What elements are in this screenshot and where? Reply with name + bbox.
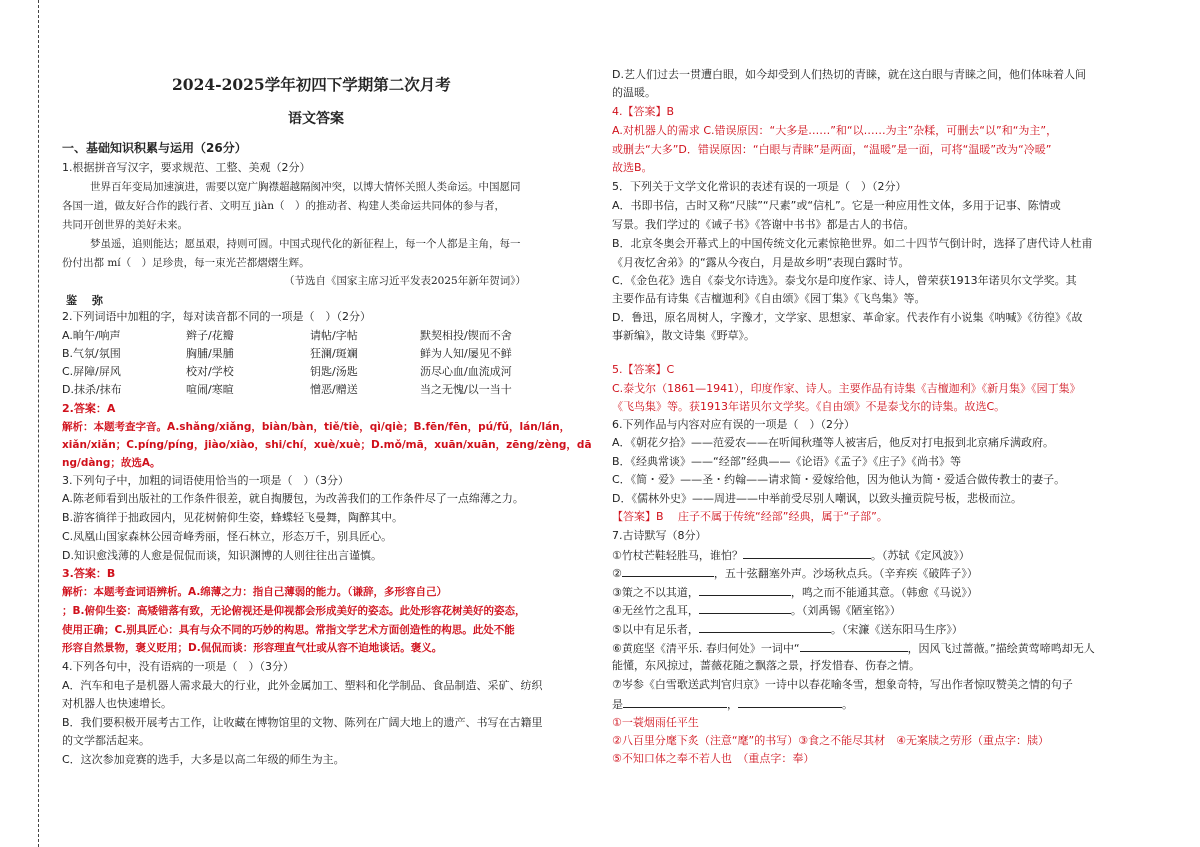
q3-analysis: 解析：本题考查词语辨析。A.绵薄之力：指自己薄弱的能力。（谦辞，多形容自己）: [62, 586, 448, 598]
q6-option-a: A．《朝花夕拾》——范爱农——在听闻秋瑾等人被害后，他反对打电报到北京痛斥满政府。: [612, 436, 1055, 449]
q4-stem: 4.下列各句中，没有语病的一项是（ ）（3分）: [62, 660, 294, 673]
fill-blank: [699, 622, 831, 633]
q5-option-d-cont: 事新编》，散文诗集《野草》。: [612, 329, 755, 342]
fill-blank: [699, 603, 791, 614]
q1-stem: 1.根据拼音写汉字，要求规范、工整、美观（2分）: [62, 161, 311, 174]
q4-option-a: A．汽车和电子是机器人需求最大的行业，此外金属加工、塑料和化学制品、食品制造、采矿、纺织: [62, 679, 543, 692]
q7-line-text: ⑥黄庭坚《清平乐. 春归何处》一词中“: [612, 642, 800, 655]
q1-passage-line: 梦虽遥，追则能达；愿虽艰，持则可圆。中国式现代化的新征程上，每一个人都是主角，每一: [90, 238, 521, 250]
q3-option-d: D.知识愈浅薄的人愈是侃侃而谈，知识渊博的人则往往出言谨慎。: [62, 549, 382, 562]
q2-option-cell: 喧闹/寒暄: [186, 383, 234, 396]
fill-blank: [623, 697, 727, 708]
q7-answer: ①一蓑烟雨任平生: [612, 716, 699, 729]
section-heading: 一、基础知识积累与运用（26分）: [62, 141, 247, 155]
page-subtitle: 语文答案: [288, 111, 344, 127]
q5-stem: 5．下列关于文学文化常识的表述有误的一项是（ ）（2分）: [612, 180, 907, 193]
q4-analysis: A.对机器人的需求 C.错误原因：“大多是……”和“以……为主”杂糅，可删去“以”和“为主”，: [612, 124, 1058, 137]
q2-analysis: ng/dàng；故选A。: [62, 457, 161, 469]
q7-answer: ⑤不知口体之奉不若人也 （重点字：奉）: [612, 752, 815, 765]
q3-stem: 3.下列句子中，加粗的词语使用恰当的一项是（ ）（3分）: [62, 474, 349, 487]
q4-analysis: 故选B。: [612, 161, 653, 174]
q7-line-text: 。（刘禹锡《陋室铭》）: [790, 604, 901, 617]
q2-option-cell: 憎恶/赠送: [310, 383, 358, 396]
q2-option-cell: 狂澜/斑斓: [310, 347, 358, 360]
q5-option-a: A．书即书信，古时又称“尺牍”“尺素”或“信札”。它是一种应用性文体，多用于记事、陈情或: [612, 199, 1061, 212]
q2-option-cell: 沥尽心血/血流成河: [420, 365, 512, 378]
q7-line-text: ④无丝竹之乱耳，: [612, 604, 699, 617]
q7-line-text: 。（苏轼《定风波》）: [870, 549, 970, 562]
q5-answer: 5.【答案】C: [612, 363, 675, 376]
fill-blank: [699, 585, 791, 596]
q2-option-cell: 校对/学校: [186, 365, 234, 378]
q7-line-text: 是: [612, 698, 623, 711]
q5-option-c-cont: 主要作品有诗集《吉檀迦利》《自由颂》《园丁集》《飞鸟集》等。: [612, 292, 926, 305]
fill-blank: [738, 697, 842, 708]
q3-option-b: B.游客徜徉于拙政园内，见花树俯仰生姿，蜂蝶轻飞曼舞，陶醉其中。: [62, 511, 404, 524]
q1-passage-line: 世界百年变局加速演进，需要以宽广胸襟超越隔阂冲突，以博大情怀关照人类命运。中国愿同: [90, 181, 521, 193]
q7-line-text: 。: [842, 698, 853, 711]
q2-stem: 2.下列词语中加粗的字，每对读音都不同的一项是（ ）（2分）: [62, 310, 371, 323]
fill-blank: [743, 548, 871, 559]
q4-option-d-cont: 的温暖。: [612, 86, 656, 99]
q1-answer: 鉴 弥: [66, 294, 105, 307]
q7-line-text: 。（宋濂《送东阳马生序》）: [830, 623, 963, 636]
q2-analysis: xiǎn/xiǎn；C.píng/píng，jiào/xiào，shi/chí，xuè/xuè；D.mǒ/mā，xuān/xuān，zēng/zèng，dā: [62, 439, 592, 451]
q1-passage-line: 各国一道，做友好合作的践行者、文明互 jiàn（ ）的推动者、构建人类命运共同体的参与者，: [62, 200, 505, 212]
q1-passage-line: 共同开创世界的美好未来。: [62, 219, 188, 231]
q7-stem: 7.古诗默写（8分）: [612, 529, 707, 542]
q3-analysis: 形容自然景物，褒义贬用；D.侃侃而谈：形容理直气壮或从容不迫地谈话。褒义。: [62, 642, 443, 654]
q5-option-b-cont: 《月夜忆舍弟》的“露从今夜白，月是故乡明”表现白露时节。: [612, 256, 910, 269]
q7-answer: ②八百里分麾下炙（注意“麾”的书写）③食之不能尽其材 ④无案牍之劳形（重点字：牍）: [612, 734, 1049, 747]
q2-option-cell: 鲜为人知/屡见不鲜: [420, 347, 512, 360]
q7-line-text: ，鸣之而不能通其意。（韩愈《马说》）: [790, 586, 978, 599]
q2-answer: 2.答案：A: [62, 402, 116, 415]
q3-analysis: ；B.俯仰生姿：高矮错落有致，无论俯视还是仰视都会形成美好的姿态。此处形容花树美好的姿态，: [62, 605, 526, 617]
q7-line-text: ①竹杖芒鞋轻胜马，谁怕？: [612, 549, 743, 562]
q5-option-c: C．《金色花》选自《泰戈尔诗选》。泰戈尔是印度作家、诗人，曾荣获1913年诺贝尔文学奖。其: [612, 274, 1077, 287]
q7-line-7-cont: [612, 697, 853, 712]
q3-option-a: A.陈老师看到出版社的工作条件很差，就自掏腰包，为改善我们的工作条件尽了一点绵薄之力。: [62, 492, 524, 505]
q1-passage-line: 份付出都 mí（ ）足珍贵，每一束光芒都熠熠生辉。: [62, 257, 310, 269]
q4-option-c: C．这次参加竞赛的选手，大多是以高二年级的师生为主。: [62, 753, 345, 766]
q7-line-text: ，五十弦翻塞外声。沙场秋点兵。（辛弃疾《破阵子》）: [713, 567, 978, 580]
q2-option-cell: 胸脯/果脯: [186, 347, 234, 360]
q4-option-b-cont: 的文学都活起来。: [62, 734, 150, 747]
fill-blank: [800, 641, 908, 652]
q5-option-a-cont: 写景。我们学过的《诫子书》《答谢中书书》都是古人的书信。: [612, 218, 915, 231]
q5-analysis: C.泰戈尔（1861—1941），印度作家、诗人。主要作品有诗集《吉檀迦利》《新月集》《园丁集》: [612, 382, 1081, 395]
q7-line-2: [612, 566, 978, 581]
q4-option-d: D.艺人们过去一贯遭白眼，如今却受到人们热切的青睐，就在这白眼与青睐之间，他们体味着人间: [612, 68, 1086, 81]
q7-line-3: [612, 585, 978, 600]
q2-option-cell: 默契相投/锲而不舍: [420, 329, 512, 342]
q6-answer: 【答案】B 庄子不属于传统“经部”经典，属于“子部”。: [612, 510, 888, 523]
q2-option-cell: D.抹杀/抹布: [62, 383, 122, 396]
q2-option-cell: A.晌午/响声: [62, 329, 121, 342]
q3-option-c: C.凤凰山国家森林公园奇峰秀丽，怪石林立，形态万千，别具匠心。: [62, 530, 393, 543]
binding-margin-line: [38, 0, 39, 847]
q2-option-cell: 辫子/花瓣: [186, 329, 234, 342]
q4-option-a-cont: 对机器人也快速增长。: [62, 697, 172, 710]
q5-analysis: 《飞鸟集》等。获1913年诺贝尔文学奖。《自由颂》不是泰戈尔的诗集。故选C。: [612, 400, 1006, 413]
q7-line-6: [612, 641, 1095, 656]
q2-option-cell: 当之无愧/以一当十: [420, 383, 512, 396]
q4-answer: 4.【答案】B: [612, 105, 675, 118]
q6-option-c: C．《简・爱》——圣・约翰——请求简・爱嫁给他，因为他认为简・爱适合做传教士的妻子。: [612, 473, 1066, 486]
q6-stem: 6.下列作品与内容对应有误的一项是（ ）（2分）: [612, 418, 855, 431]
q5-option-d: D．鲁迅，原名周树人，字豫才，文学家、思想家、革命家。代表作有小说集《呐喊》《彷徨》《故: [612, 311, 1083, 324]
q7-line-text: ，: [727, 698, 738, 711]
q7-line-4: [612, 603, 901, 618]
q7-line-1: [612, 548, 970, 563]
q1-source: （节选自《国家主席习近平发表2025年新年贺词》）: [284, 275, 526, 287]
q7-line-text: ⑤以中有足乐者，: [612, 623, 699, 636]
q7-line-text: ③策之不以其道，: [612, 586, 699, 599]
q3-answer: 3.答案：B: [62, 567, 116, 580]
q7-line-6-cont: 能懂，东风掠过，蔷薇花随之飘落之景，抒发惜春、伤春之情。: [612, 659, 920, 672]
q2-option-cell: B.气氛/氛围: [62, 347, 121, 360]
q4-option-b: B．我们要积极开展考古工作，让收藏在博物馆里的文物、陈列在广阔大地上的遗产、书写在古籍里: [62, 716, 543, 729]
q7-line-5: [612, 622, 963, 637]
fill-blank: [622, 566, 714, 577]
q3-analysis: 使用正确；C.别具匠心：具有与众不同的巧妙的构思。常指文学艺术方面创造性的构思。此处不能: [62, 624, 515, 636]
q2-option-cell: 请帖/字帖: [310, 329, 358, 342]
q2-analysis: 解析：本题考查字音。A.shǎng/xiǎng，biàn/bàn，tiě/tiè，qì/qiè；B.fēn/fēn，pú/fǔ，lán/lán，: [62, 421, 571, 433]
q2-option-cell: 钥匙/汤匙: [310, 365, 358, 378]
q6-option-b: B．《经典常谈》——“经部”经典——《论语》《孟子》《庄子》《尚书》等: [612, 455, 961, 468]
q7-line-7: ⑦岑参《白雪歌送武判官归京》一诗中以春花喻冬雪，想象奇特，写出作者惊叹赞美之情的句子: [612, 678, 1073, 691]
page-title: 2024-2025学年初四下学期第二次月考: [172, 75, 451, 94]
q7-line-text: ，因风飞过蔷薇。”描绘黄莺啼鸣却无人: [907, 642, 1095, 655]
q7-line-text: ②: [612, 567, 622, 580]
q2-option-cell: C.屏障/屏风: [62, 365, 121, 378]
q5-option-b: B．北京冬奥会开幕式上的中国传统文化元素惊艳世界。如二十四节气倒计时，选择了唐代诗人杜甫: [612, 237, 1093, 250]
q4-analysis: 或删去“大多”D．错误原因：“白眼与青睐”是两面，“温暖”是一面，可将“温暖”改为“冷暖”: [612, 143, 1052, 156]
q6-option-d: D．《儒林外史》——周进——中举前受尽别人嘲讽，以致头撞贡院号板，悲极而泣。: [612, 492, 1022, 505]
